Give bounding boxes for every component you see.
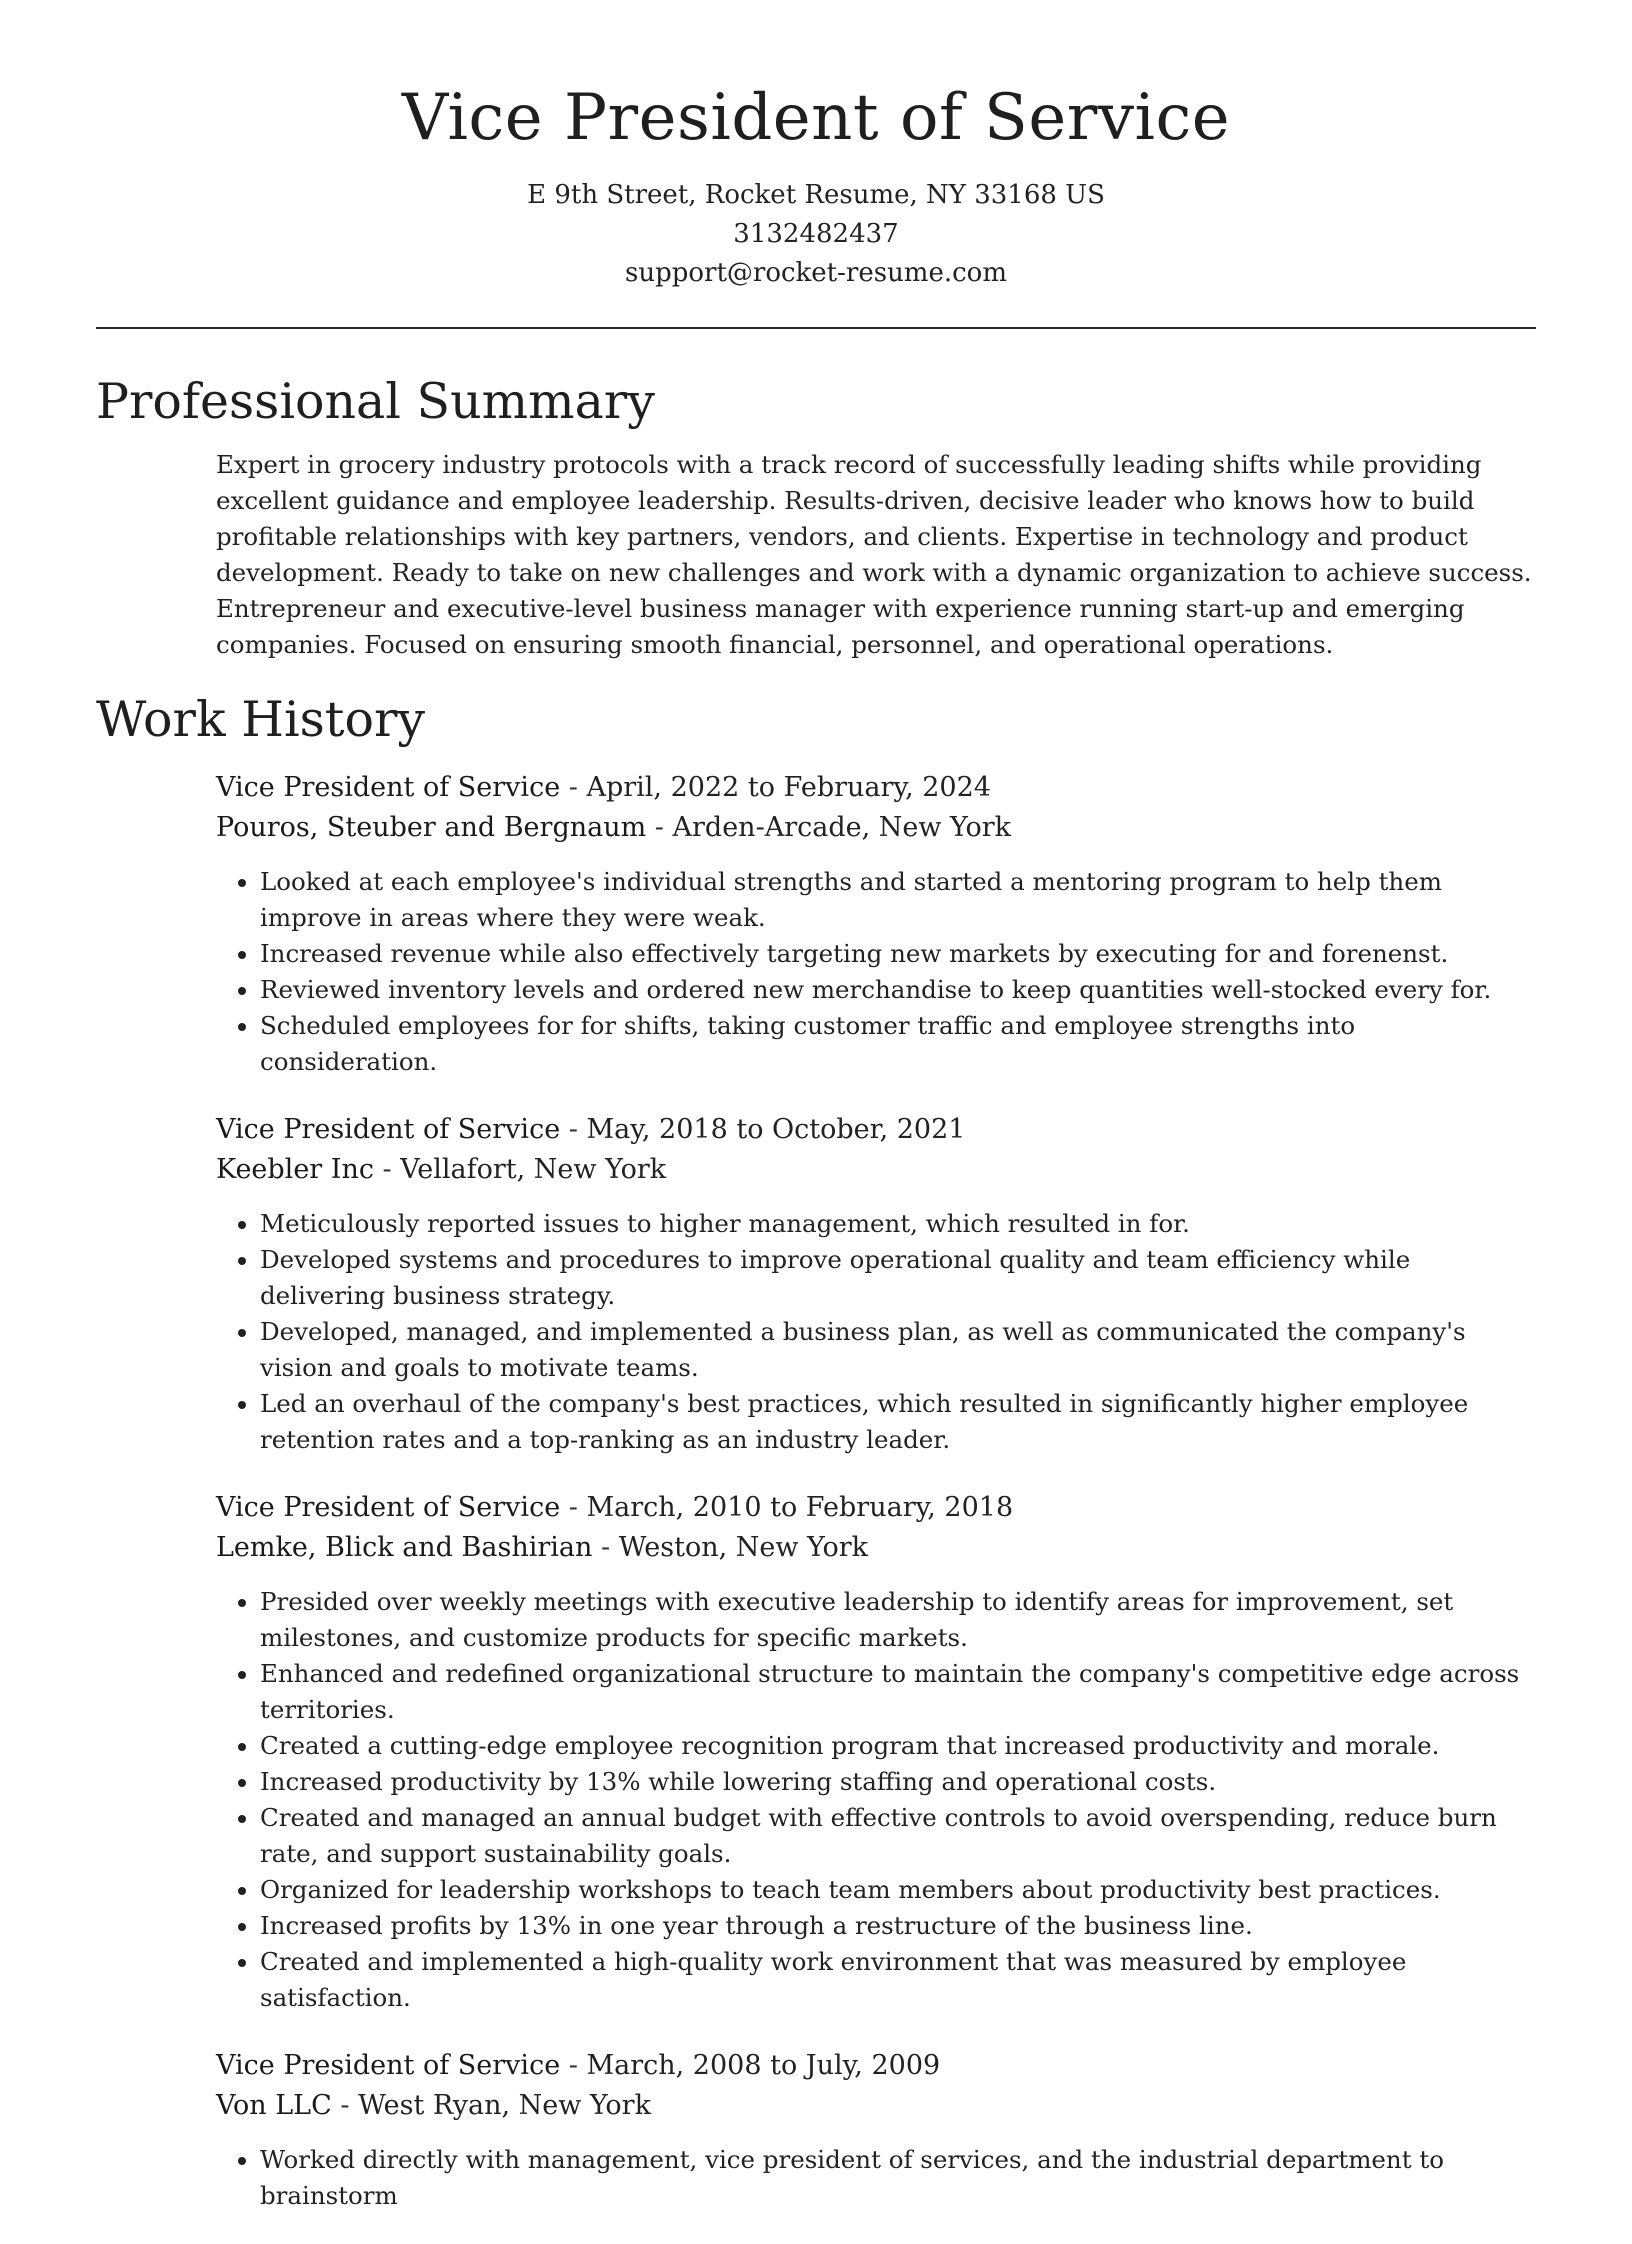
job-bullet: • Reviewed inventory levels and ordered new merchandise to keep quantities well-stocked every for. bbox=[260, 972, 1536, 1008]
job-bullet-list bbox=[216, 1206, 1536, 1458]
job-role: Vice President of Service bbox=[216, 2050, 561, 2082]
job-title-line bbox=[216, 2046, 1536, 2086]
job-separator: - bbox=[560, 2050, 587, 2082]
job-separator: - bbox=[560, 772, 587, 804]
job-dates: May, 2018 to October, 2021 bbox=[586, 1114, 966, 1146]
job-bullet: • Enhanced and redefined organizational structure to maintain the company's competitive edge across territories. bbox=[260, 1656, 1536, 1728]
job-role: Vice President of Service bbox=[216, 772, 561, 804]
section-title-summary: Professional Summary bbox=[96, 372, 655, 430]
job-company-line bbox=[216, 2086, 1536, 2126]
resume-page bbox=[96, 0, 1536, 2244]
job-location: Weston, New York bbox=[618, 1532, 869, 1564]
section-title-work-history: Work History bbox=[96, 691, 426, 749]
job-location: Vellafort, New York bbox=[400, 1154, 667, 1186]
job-separator: - bbox=[373, 1154, 401, 1186]
job-separator: - bbox=[560, 1492, 587, 1524]
job-bullet: • Increased profits by 13% in one year through a restructure of the business line. bbox=[260, 1908, 1536, 1944]
job-bullet: • Meticulously reported issues to higher management, which resulted in for. bbox=[260, 1206, 1536, 1242]
job-dates: April, 2022 to February, 2024 bbox=[586, 772, 991, 804]
job-entry bbox=[216, 2046, 1536, 2214]
job-bullet: • Organized for leadership workshops to teach team members about productivity best practices. bbox=[260, 1872, 1536, 1908]
job-bullet: • Created a cutting-edge employee recognition program that increased productivity and morale. bbox=[260, 1728, 1536, 1764]
job-separator: - bbox=[592, 1532, 619, 1564]
job-bullet-list bbox=[216, 864, 1536, 1080]
resume-header bbox=[96, 0, 1536, 293]
summary-text: Expert in grocery industry protocols with a track record of successfully leading shifts while providing excellent guidance and employee leadership. Results-driven, decisive leader who knows how to build profitable relationships with key partners, vendors, and clients. Expertise in technology and product development. Ready to take on new challenges and work with a dynamic organization to achieve success. Entrepreneur and executive-level business manager with experience running start-up and emerging companies. Focused on ensuring smooth financial, personnel, and operational operations. bbox=[216, 450, 1532, 660]
job-bullet: • Increased productivity by 13% while lowering staffing and operational costs. bbox=[260, 1764, 1536, 1800]
job-company-line bbox=[216, 808, 1536, 848]
candidate-title: Vice President of Service bbox=[401, 81, 1231, 155]
job-company: Lemke, Blick and Bashirian bbox=[216, 1532, 593, 1564]
job-separator: - bbox=[560, 1114, 587, 1146]
job-company: Keebler Inc bbox=[216, 1154, 374, 1186]
work-history-list bbox=[216, 768, 1536, 2214]
contact-phone: 3132482437 bbox=[733, 218, 899, 249]
job-bullet-list bbox=[216, 1584, 1536, 2016]
job-entry bbox=[216, 1488, 1536, 2016]
job-company-line bbox=[216, 1528, 1536, 1568]
job-bullet: • Developed, managed, and implemented a business plan, as well as communicated the company's vision and goals to motivate teams. bbox=[260, 1314, 1536, 1386]
job-bullet: • Developed systems and procedures to improve operational quality and team efficiency while delivering business strategy. bbox=[260, 1242, 1536, 1314]
job-bullet: • Increased revenue while also effectively targeting new markets by executing for and forenenst. bbox=[260, 936, 1536, 972]
job-bullet: • Created and managed an annual budget with effective controls to avoid overspending, reduce burn rate, and support sustainability goals. bbox=[260, 1800, 1536, 1872]
job-dates: March, 2010 to February, 2018 bbox=[586, 1492, 1014, 1524]
job-bullet: • Looked at each employee's individual strengths and started a mentoring program to help them improve in areas where they were weak. bbox=[260, 864, 1536, 936]
job-location: Arden-Arcade, New York bbox=[672, 812, 1012, 844]
job-separator: - bbox=[331, 2090, 359, 2122]
job-location: West Ryan, New York bbox=[358, 2090, 651, 2122]
job-entry bbox=[216, 768, 1536, 1080]
header-divider bbox=[96, 327, 1536, 329]
job-bullet: • Presided over weekly meetings with executive leadership to identify areas for improvement, set milestones, and customize products for specific markets. bbox=[260, 1584, 1536, 1656]
job-company-line bbox=[216, 1150, 1536, 1190]
contact-email: support@rocket-resume.com bbox=[624, 257, 1007, 288]
contact-block bbox=[96, 176, 1536, 293]
job-company: Pouros, Steuber and Bergnaum bbox=[216, 812, 647, 844]
job-title-line bbox=[216, 768, 1536, 808]
job-dates: March, 2008 to July, 2009 bbox=[586, 2050, 941, 2082]
job-bullet: • Worked directly with management, vice president of services, and the industrial department to brainstorm bbox=[260, 2142, 1536, 2214]
job-separator: - bbox=[646, 812, 673, 844]
contact-address: E 9th Street, Rocket Resume, NY 33168 US bbox=[527, 179, 1105, 210]
job-role: Vice President of Service bbox=[216, 1492, 561, 1524]
job-title-line bbox=[216, 1488, 1536, 1528]
job-entry bbox=[216, 1110, 1536, 1458]
job-bullet: • Created and implemented a high-quality work environment that was measured by employee satisfaction. bbox=[260, 1944, 1536, 2016]
job-role: Vice President of Service bbox=[216, 1114, 561, 1146]
job-bullet: • Led an overhaul of the company's best practices, which resulted in significantly higher employee retention rates and a top-ranking as an industry leader. bbox=[260, 1386, 1536, 1458]
job-bullet-list bbox=[216, 2142, 1536, 2214]
job-bullet: • Scheduled employees for for shifts, taking customer traffic and employee strengths into consideration. bbox=[260, 1008, 1536, 1080]
job-company: Von LLC bbox=[216, 2090, 332, 2122]
job-title-line bbox=[216, 1110, 1536, 1150]
